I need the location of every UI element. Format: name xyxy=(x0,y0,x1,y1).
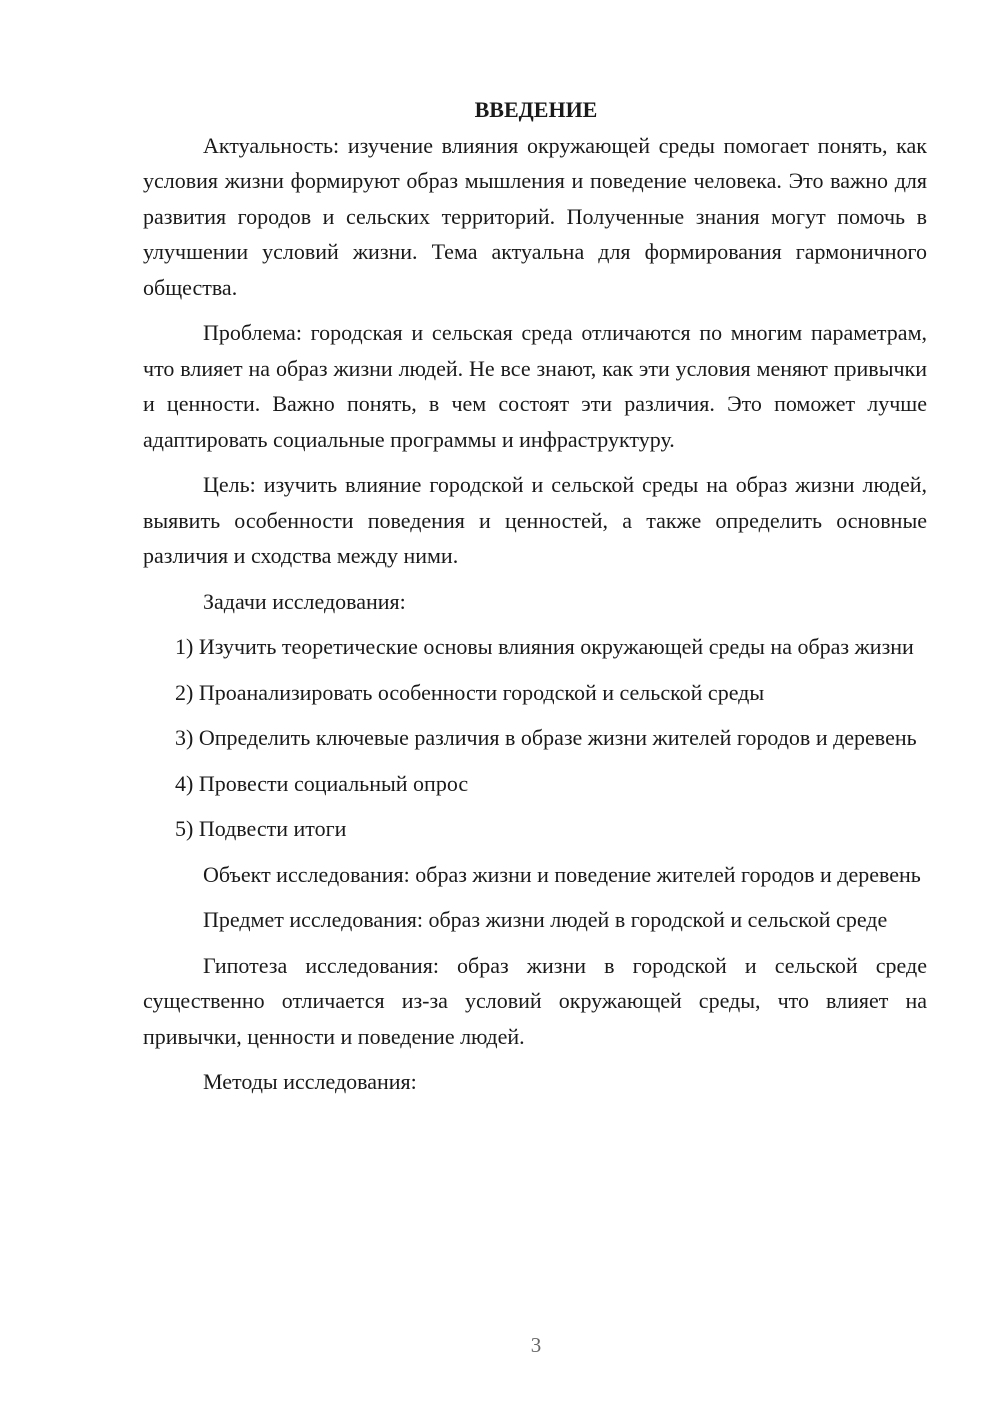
task-item-1: 1) Изучить теоретические основы влияния окружающей среды на образ жизни xyxy=(175,634,914,659)
subject-paragraph: Предмет исследования: образ жизни людей в городской и сельской среде xyxy=(203,907,888,932)
task-item-5: 5) Подвести итоги xyxy=(175,816,347,841)
page-number: 3 xyxy=(530,1333,542,1357)
hypothesis-paragraph: Гипотеза исследования: образ жизни в городской и сельской среде существенно отличается из-за условий окружающей среды, что влияет на привычки, ценности и поведение людей. xyxy=(143,952,927,1049)
task-item-4: 4) Провести социальный опрос xyxy=(175,770,469,796)
page-content xyxy=(143,92,927,1100)
goal-paragraph: Цель: изучить влияние городской и сельской среды на образ жизни людей, выявить особенности поведения и ценностей, а также определить основные различия и сходства между ними. xyxy=(143,472,927,568)
task-item-2: 2) Проанализировать особенности городской и сельской среды xyxy=(175,679,765,705)
problem-paragraph: Проблема: городская и сельская среда отличаются по многим параметрам, что влияет на образ жизни людей. Не все знают, как эти условия меняют привычки и ценности. Важно понять, в чем состоят эти различия. Это поможет лучше адаптировать социальные программы и инфраструктуру. xyxy=(143,320,927,452)
task-item-3: 3) Определить ключевые различия в образе жизни жителей городов и деревень xyxy=(175,725,917,750)
relevance-paragraph: Актуальность: изучение влияния окружающей среды помогает понять, как условия жизни формируют образ мышления и поведение человека. Это важно для развития городов и сельских территорий. Полученные знания могут помочь в улучшении условий жизни. Тема актуальна для формирования гармоничного общества. xyxy=(143,132,927,300)
methods-heading: Методы исследования: xyxy=(203,1069,417,1094)
object-paragraph: Объект исследования: образ жизни и поведение жителей городов и деревень xyxy=(203,861,921,887)
section-title: ВВЕДЕНИЕ xyxy=(474,97,598,122)
tasks-heading: Задачи исследования: xyxy=(203,588,406,614)
